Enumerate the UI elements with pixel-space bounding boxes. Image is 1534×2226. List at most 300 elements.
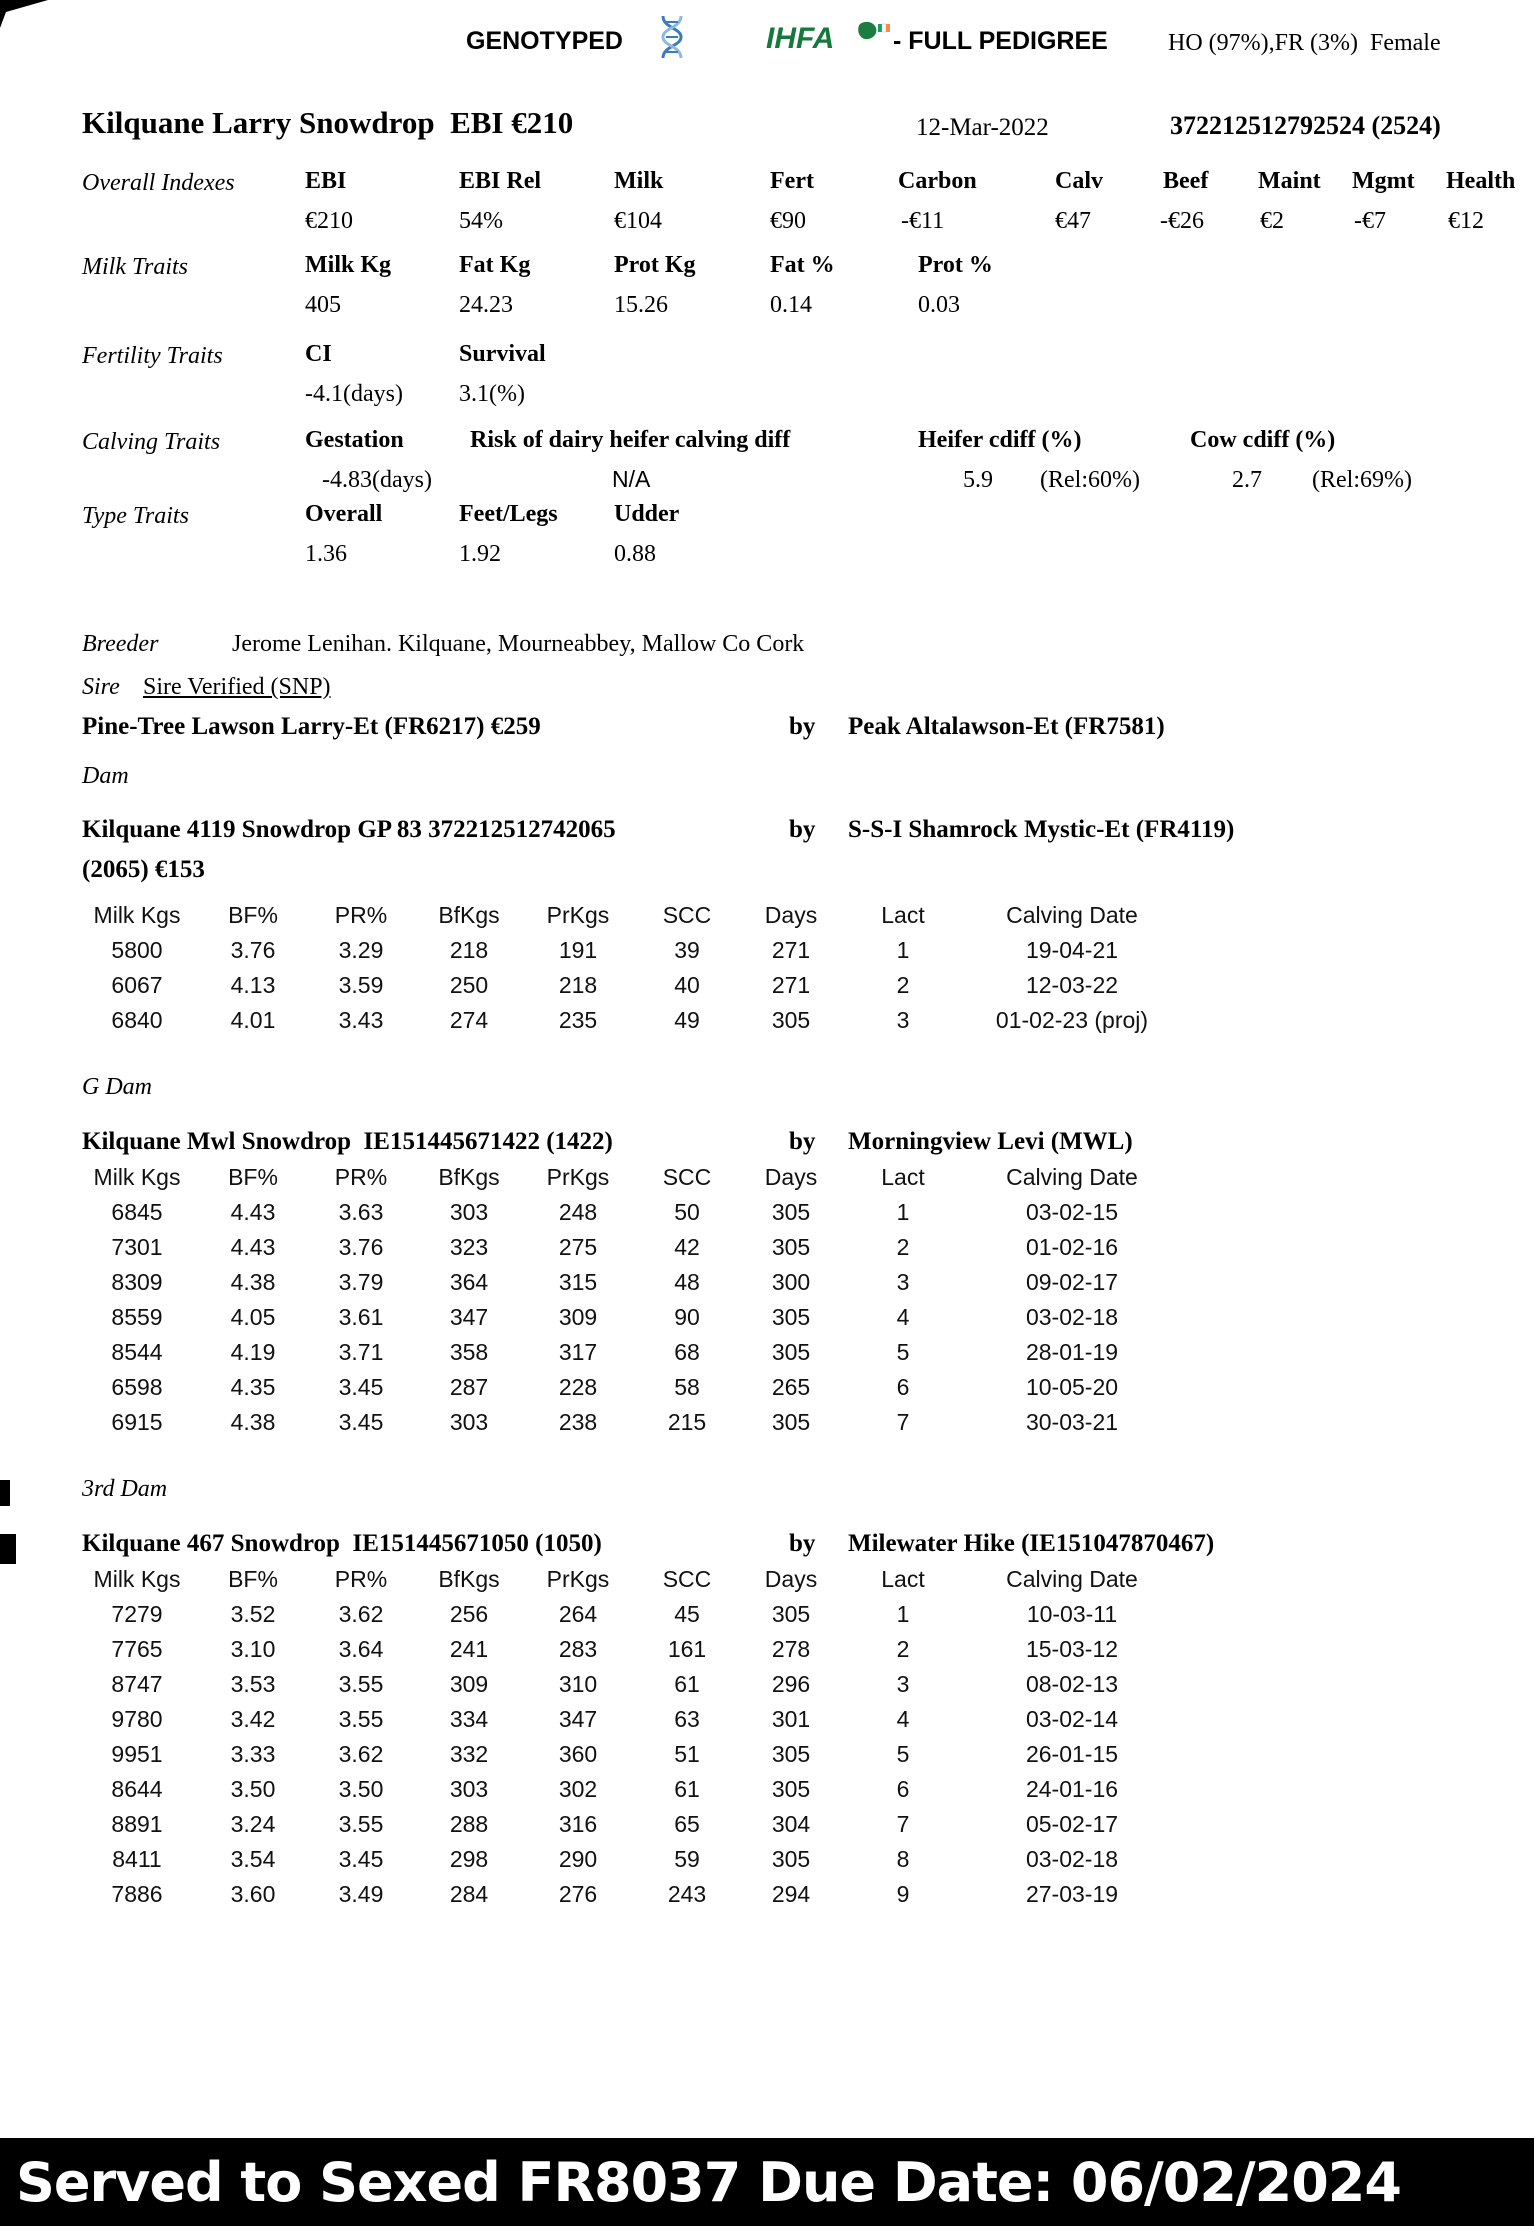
table-cell: 3.59 [338,972,384,998]
table-cell: 304 [771,1811,811,1837]
table-row [75,1667,1179,1702]
type-value: 0.88 [614,541,656,567]
calving-gestation-value: -4.83(days) [322,467,432,493]
table-cell: 5 [896,1339,910,1365]
table-cell: 3.29 [338,937,384,963]
table-cell: 24-01-16 [1025,1776,1119,1802]
column-header: PrKgs [546,902,610,928]
table-cell: 05-02-17 [1025,1811,1119,1837]
breeder-label: Breeder [82,631,159,657]
third-dam-sire-name: Milewater Hike (IE151047870467) [848,1530,1215,1557]
table-cell: 317 [558,1339,598,1365]
third-dam-lactation-table [75,1562,1179,1912]
dam-label: Dam [82,763,129,789]
column-header: BF% [228,1566,278,1592]
column-header: Milk Kgs [93,902,181,928]
table-cell: 4.01 [230,1007,276,1033]
table-cell: 59 [674,1846,700,1872]
table-cell: 3.55 [338,1671,384,1697]
table-cell: 294 [771,1881,811,1907]
served-status-banner [0,2138,1534,2226]
table-header-row [75,1562,1179,1597]
table-cell: 303 [449,1776,489,1802]
heifer-cdiff-reliability: (Rel:60%) [1040,467,1140,493]
overall-value: €12 [1448,208,1484,234]
full-pedigree-label: - FULL PEDIGREE [893,27,1108,55]
type-value: 1.92 [459,541,501,567]
gdam-by-label: by [789,1128,816,1155]
overall-value: 54% [459,208,503,234]
table-cell: 51 [674,1741,700,1767]
table-cell: 358 [449,1339,489,1365]
scan-corner-artifact [0,0,48,28]
table-cell: 8644 [111,1776,163,1802]
table-cell: 42 [674,1234,700,1260]
table-cell: 58 [674,1374,700,1400]
overall-value: -€26 [1160,208,1204,234]
column-header: Calving Date [1006,1566,1138,1592]
served-status-text: Served to Sexed FR8037 Due Date: 06/02/2024 [16,2150,1401,2214]
table-cell: 276 [558,1881,598,1907]
table-cell: 301 [771,1706,811,1732]
table-row [75,1772,1179,1807]
table-row [75,1300,1179,1335]
table-cell: 290 [558,1846,598,1872]
milk-value: 0.14 [770,292,812,318]
table-cell: 288 [449,1811,489,1837]
fertility-value: -4.1(days) [305,381,403,407]
table-cell: 26-01-15 [1025,1741,1119,1767]
type-header: Udder [614,501,680,527]
table-cell: 238 [558,1409,598,1435]
calving-header: Risk of dairy heifer calving diff [470,427,791,453]
table-cell: 01-02-16 [1025,1234,1119,1260]
column-header: Days [764,902,818,928]
table-cell: 271 [771,972,811,998]
table-cell: 5 [896,1741,910,1767]
table-cell: 305 [771,1601,811,1627]
table-cell: 49 [674,1007,700,1033]
overall-header: EBI Rel [459,168,542,194]
table-cell: 241 [449,1636,489,1662]
table-cell: 278 [771,1636,811,1662]
column-header: Lact [881,1566,925,1592]
table-cell: 8544 [111,1339,163,1365]
table-cell: 8559 [111,1304,163,1330]
overall-value: €2 [1260,208,1284,234]
table-cell: 3.45 [338,1409,384,1435]
dam-table-head [75,898,1179,933]
table-cell: 3.55 [338,1811,384,1837]
sire-by-label: by [789,713,816,740]
table-cell: 6840 [111,1007,163,1033]
dam-by-label: by [789,816,816,843]
table-row [75,1335,1179,1370]
table-cell: 90 [674,1304,700,1330]
table-cell: 3.62 [338,1601,384,1627]
gdam-lactation-table [75,1160,1179,1440]
table-cell: 3.76 [230,937,276,963]
column-header: PR% [334,1566,388,1592]
table-cell: 316 [558,1811,598,1837]
third-dam-by-label: by [789,1530,816,1557]
table-cell: 03-02-18 [1025,1846,1119,1872]
table-cell: 4.13 [230,972,276,998]
table-cell: 03-02-18 [1025,1304,1119,1330]
table-row [75,1003,1179,1038]
breed-composition: HO (97%),FR (3%) Female [1168,30,1441,56]
overall-header: Beef [1163,168,1209,194]
cow-cdiff-value: 2.7 [1232,467,1262,493]
dam-lactation-table [75,898,1179,1038]
table-cell: 265 [771,1374,811,1400]
table-cell: 310 [558,1671,598,1697]
report-date: 12-Mar-2022 [916,114,1049,141]
table-cell: 12-03-22 [1025,972,1119,998]
table-cell: 65 [674,1811,700,1837]
column-header: BfKgs [438,1164,500,1190]
table-cell: 4 [896,1706,910,1732]
overall-header: Health [1446,168,1516,194]
table-cell: 4.43 [230,1199,276,1225]
breeder-value: Jerome Lenihan. Kilquane, Mourneabbey, Mallow Co Cork [232,631,805,657]
table-cell: 15-03-12 [1025,1636,1119,1662]
table-cell: 7 [896,1811,910,1837]
table-cell: 215 [667,1409,707,1435]
table-row [75,1405,1179,1440]
overall-value: -€11 [901,208,945,234]
third-dam-table-head [75,1562,1179,1597]
third-dam-name: Kilquane 467 Snowdrop IE151445671050 (1050) [82,1530,602,1557]
overall-header: EBI [305,168,347,194]
table-cell: 2 [896,1636,910,1662]
table-cell: 334 [449,1706,489,1732]
table-cell: 3.76 [338,1234,384,1260]
table-cell: 27-03-19 [1025,1881,1119,1907]
table-row [75,1230,1179,1265]
table-header-row [75,898,1179,933]
milk-header: Fat Kg [459,252,531,278]
section-label-milk-traits: Milk Traits [82,254,189,280]
table-cell: 3.62 [338,1741,384,1767]
table-row [75,968,1179,1003]
table-cell: 9780 [111,1706,163,1732]
gdam-sire-name: Morningview Levi (MWL) [848,1128,1133,1155]
table-cell: 360 [558,1741,598,1767]
table-cell: 4.38 [230,1409,276,1435]
table-cell: 4.38 [230,1269,276,1295]
table-row [75,1842,1179,1877]
table-cell: 275 [558,1234,598,1260]
overall-header: Maint [1258,168,1321,194]
sire-of-sire-name: Peak Altalawson-Et (FR7581) [848,713,1165,740]
table-cell: 1 [896,1199,910,1225]
table-cell: 45 [674,1601,700,1627]
table-cell: 256 [449,1601,489,1627]
table-cell: 3.71 [338,1339,384,1365]
milk-value: 24.23 [459,292,513,318]
column-header: BF% [228,902,278,928]
table-cell: 3.52 [230,1601,276,1627]
table-cell: 10-03-11 [1026,1601,1118,1627]
table-header-row [75,1160,1179,1195]
dam-name-continued: (2065) €153 [82,856,205,883]
table-cell: 1 [896,937,910,963]
table-row [75,1632,1179,1667]
table-cell: 315 [558,1269,598,1295]
table-cell: 305 [771,1339,811,1365]
table-cell: 309 [449,1671,489,1697]
table-cell: 9951 [111,1741,163,1767]
table-cell: 4.43 [230,1234,276,1260]
table-cell: 7765 [111,1636,163,1662]
table-cell: 03-02-15 [1025,1199,1119,1225]
table-cell: 3.45 [338,1374,384,1400]
table-cell: 305 [771,1199,811,1225]
table-cell: 8309 [111,1269,163,1295]
table-row [75,933,1179,968]
table-cell: 347 [449,1304,489,1330]
table-cell: 7301 [111,1234,163,1260]
section-label-calving-traits: Calving Traits [82,429,221,455]
cow-cdiff-reliability: (Rel:69%) [1312,467,1412,493]
table-cell: 305 [771,1304,811,1330]
table-cell: 50 [674,1199,700,1225]
table-cell: 248 [558,1199,598,1225]
table-cell: 3.24 [230,1811,276,1837]
table-cell: 161 [667,1636,707,1662]
table-cell: 235 [558,1007,598,1033]
milk-header: Prot Kg [614,252,696,278]
table-cell: 3.60 [230,1881,276,1907]
table-cell: 228 [558,1374,598,1400]
table-cell: 6 [896,1374,910,1400]
table-cell: 3.79 [338,1269,384,1295]
column-header: BF% [228,1164,278,1190]
table-cell: 03-02-14 [1025,1706,1119,1732]
table-cell: 39 [674,937,700,963]
table-cell: 19-04-21 [1025,937,1119,963]
table-cell: 68 [674,1339,700,1365]
table-cell: 274 [449,1007,489,1033]
calving-header: Gestation [305,427,404,453]
dam-sire-name: S-S-I Shamrock Mystic-Et (FR4119) [848,816,1235,843]
table-cell: 3.50 [230,1776,276,1802]
column-header: Calving Date [1006,902,1138,928]
gdam-table-body [75,1195,1179,1440]
table-cell: 4.19 [230,1339,276,1365]
overall-header: Calv [1055,168,1103,194]
dam-table-body [75,933,1179,1038]
third-dam-table-body [75,1597,1179,1912]
fertility-header: CI [305,341,332,367]
animal-tag: 372212512792524 (2524) [1170,111,1441,140]
overall-header: Fert [770,168,814,194]
table-cell: 218 [449,937,489,963]
table-cell: 287 [449,1374,489,1400]
sire-name: Pine-Tree Lawson Larry-Et (FR6217) €259 [82,713,541,740]
genotyped-label: GENOTYPED [466,27,623,55]
milk-header: Prot % [918,252,993,278]
calving-risk-value: N/A [612,466,651,492]
table-row [75,1195,1179,1230]
table-row [75,1807,1179,1842]
table-cell: 08-02-13 [1025,1671,1119,1697]
table-row [75,1265,1179,1300]
table-cell: 298 [449,1846,489,1872]
table-cell: 283 [558,1636,598,1662]
table-cell: 284 [449,1881,489,1907]
table-cell: 303 [449,1409,489,1435]
table-cell: 48 [674,1269,700,1295]
milk-value: 15.26 [614,292,668,318]
table-cell: 243 [667,1881,707,1907]
table-cell: 1 [896,1601,910,1627]
table-row [75,1877,1179,1912]
overall-value: €210 [305,208,353,234]
dam-name: Kilquane 4119 Snowdrop GP 83 372212512742065 [82,816,616,843]
table-cell: 3.54 [230,1846,276,1872]
column-header: PrKgs [546,1164,610,1190]
gdam-label: G Dam [82,1074,152,1100]
table-cell: 10-05-20 [1025,1374,1119,1400]
overall-value: €104 [614,208,662,234]
milk-header: Milk Kg [305,252,392,278]
table-cell: 8747 [111,1671,163,1697]
table-cell: 305 [771,1409,811,1435]
type-value: 1.36 [305,541,347,567]
table-cell: 302 [558,1776,598,1802]
column-header: BfKgs [438,902,500,928]
table-cell: 6845 [111,1199,163,1225]
table-cell: 8411 [112,1846,162,1872]
ihfa-logo: IHFA [766,22,835,55]
overall-value: -€7 [1354,208,1386,234]
table-cell: 296 [771,1671,811,1697]
overall-header: Mgmt [1352,168,1415,194]
table-cell: 7886 [111,1881,163,1907]
section-label-fertility-traits: Fertility Traits [82,343,223,369]
column-header: Milk Kgs [93,1164,181,1190]
table-cell: 09-02-17 [1025,1269,1119,1295]
table-cell: 3.10 [230,1636,276,1662]
table-cell: 3 [896,1007,910,1033]
column-header: PR% [334,902,388,928]
column-header: Days [764,1566,818,1592]
table-cell: 61 [674,1671,700,1697]
column-header: Days [764,1164,818,1190]
table-cell: 2 [896,972,910,998]
animal-title: Kilquane Larry Snowdrop EBI €210 [82,105,574,140]
table-cell: 305 [771,1007,811,1033]
table-cell: 5800 [111,937,163,963]
table-cell: 40 [674,972,700,998]
column-header: SCC [662,1164,712,1190]
table-cell: 3.61 [338,1304,384,1330]
table-cell: 8891 [111,1811,163,1837]
table-cell: 4.05 [230,1304,276,1330]
ihfa-emblem-icon [856,20,890,44]
sire-label: Sire [82,674,120,700]
gdam-table-head [75,1160,1179,1195]
fertility-value: 3.1(%) [459,381,525,407]
table-row [75,1737,1179,1772]
section-label-overall-indexes: Overall Indexes [82,170,235,196]
column-header: BfKgs [438,1566,500,1592]
table-cell: 305 [771,1234,811,1260]
scan-edge-artifact [0,1480,10,1506]
table-cell: 30-03-21 [1025,1409,1119,1435]
table-cell: 01-02-23 (proj) [995,1007,1149,1033]
calving-header: Heifer cdiff (%) [918,427,1082,453]
table-row [75,1370,1179,1405]
column-header: SCC [662,902,712,928]
milk-value: 0.03 [918,292,960,318]
table-row [75,1597,1179,1632]
column-header: PrKgs [546,1566,610,1592]
table-cell: 3.49 [338,1881,384,1907]
column-header: Lact [881,1164,925,1190]
table-cell: 309 [558,1304,598,1330]
column-header: SCC [662,1566,712,1592]
table-cell: 6915 [111,1409,163,1435]
scan-edge-artifact [0,1534,16,1564]
table-cell: 4 [896,1304,910,1330]
table-cell: 218 [558,972,598,998]
table-cell: 8 [896,1846,910,1872]
table-cell: 7 [896,1409,910,1435]
table-cell: 3.64 [338,1636,384,1662]
table-cell: 9 [896,1881,910,1907]
overall-value: €47 [1055,208,1091,234]
table-cell: 191 [558,937,598,963]
table-cell: 28-01-19 [1025,1339,1119,1365]
table-cell: 271 [771,937,811,963]
table-cell: 3.33 [230,1741,276,1767]
table-cell: 6067 [111,972,163,998]
table-cell: 305 [771,1741,811,1767]
table-cell: 332 [449,1741,489,1767]
column-header: Lact [881,902,925,928]
fertility-header: Survival [459,341,546,367]
column-header: Milk Kgs [93,1566,181,1592]
table-cell: 347 [558,1706,598,1732]
calving-header: Cow cdiff (%) [1190,427,1336,453]
column-header: PR% [334,1164,388,1190]
table-cell: 3 [896,1671,910,1697]
table-cell: 6598 [111,1374,163,1400]
sire-verified-snp-label: Sire Verified (SNP) [143,674,331,700]
table-cell: 3.53 [230,1671,276,1697]
table-cell: 7279 [111,1601,163,1627]
table-cell: 303 [449,1199,489,1225]
table-cell: 3.63 [338,1199,384,1225]
type-header: Overall [305,501,383,527]
table-cell: 264 [558,1601,598,1627]
column-header: Calving Date [1006,1164,1138,1190]
table-row [75,1702,1179,1737]
table-cell: 63 [674,1706,700,1732]
milk-value: 405 [305,292,341,318]
table-cell: 3.55 [338,1706,384,1732]
overall-header: Milk [614,168,664,194]
table-cell: 323 [449,1234,489,1260]
milk-header: Fat % [770,252,835,278]
type-header: Feet/Legs [459,501,558,527]
dna-icon [655,14,687,60]
table-cell: 3.43 [338,1007,384,1033]
gdam-name: Kilquane Mwl Snowdrop IE151445671422 (1422) [82,1128,613,1155]
